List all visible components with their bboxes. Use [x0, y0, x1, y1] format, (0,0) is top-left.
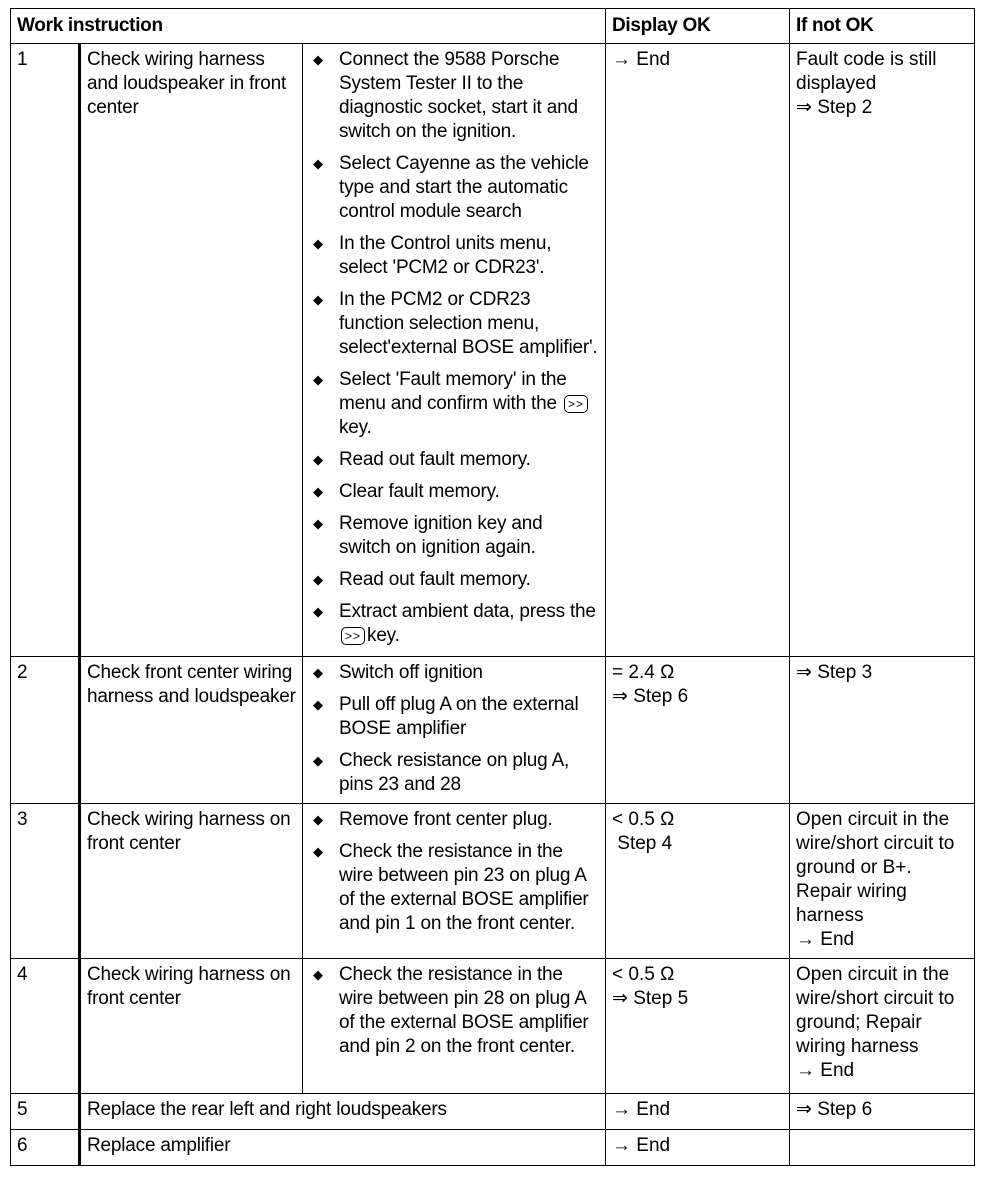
diamond-bullet-icon: ◆ [313, 236, 323, 251]
table-row [11, 804, 975, 959]
step-number: 1 [11, 44, 80, 657]
list-item: ◆ Check resistance on plug A, pins 23 and 28 [313, 750, 570, 795]
diamond-bullet-icon: ◆ [313, 52, 323, 67]
if-not-ok-cell: ⇒ Step 3 [790, 657, 975, 804]
diamond-bullet-icon: ◆ [313, 967, 323, 982]
step-instructions [303, 657, 606, 804]
step-number: 2 [11, 657, 80, 804]
display-ok-cell: < 0.5 Ω ⇒ Step 5 [606, 959, 790, 1094]
list-item: ◆ Select 'Fault memory' in the menu and confirm with the >>key. [309, 368, 599, 440]
step-instructions [303, 44, 606, 657]
header-work-instruction: Work instruction [11, 9, 606, 44]
work-instruction-table [10, 8, 975, 1166]
step-number: 4 [11, 959, 80, 1094]
diamond-bullet-icon: ◆ [313, 812, 323, 827]
diamond-bullet-icon: ◆ [313, 753, 323, 768]
table-row [11, 657, 975, 804]
diamond-bullet-icon: ◆ [313, 452, 323, 467]
list-item: ◆ In the PCM2 or CDR23 function selection menu, select'external BOSE amplifier'. [313, 289, 598, 358]
step-title: Replace amplifier [80, 1130, 606, 1166]
display-ok-cell: → End [606, 44, 790, 657]
step-title: Check wiring harness and loudspeaker in front center [80, 44, 303, 657]
if-not-ok-cell: Fault code is still displayed ⇒ Step 2 [790, 44, 975, 657]
list-item: ◆ In the Control units menu, select 'PCM2 or CDR23'. [313, 233, 552, 278]
if-not-ok-cell: Open circuit in the wire/short circuit to ground or B+. Repair wiring harness → End [790, 804, 975, 959]
step-number: 3 [11, 804, 80, 959]
table-row [11, 959, 975, 1094]
header-display-ok: Display OK [606, 9, 790, 44]
if-not-ok-cell: Open circuit in the wire/short circuit to ground; Repair wiring harness → End [790, 959, 975, 1094]
list-item: ◆ Pull off plug A on the external BOSE amplifier [313, 694, 579, 739]
list-item: ◆ Remove front center plug. [313, 809, 553, 830]
step-title: Check wiring harness on front center [80, 959, 303, 1094]
step-instructions [303, 959, 606, 1094]
list-item: ◆ Select Cayenne as the vehicle type and start the automatic control module search [313, 153, 589, 222]
list-item: ◆ Check the resistance in the wire between pin 23 on plug A of the external BOSE amplifier and pin 1 on the front center. [313, 841, 589, 934]
if-not-ok-cell: ⇒ Step 6 [790, 1094, 975, 1130]
diamond-bullet-icon: ◆ [313, 697, 323, 712]
list-item: ◆ Read out fault memory. [313, 569, 531, 590]
step-title: Replace the rear left and right loudspeakers [80, 1094, 606, 1130]
diamond-bullet-icon: ◆ [313, 484, 323, 499]
list-item: ◆ Read out fault memory. [313, 449, 531, 470]
step-number: 6 [11, 1130, 80, 1166]
if-not-ok-cell [790, 1130, 975, 1166]
table-row [11, 1130, 975, 1166]
display-ok-cell: → End [606, 1094, 790, 1130]
diamond-bullet-icon: ◆ [313, 516, 323, 531]
step-title: Check wiring harness on front center [80, 804, 303, 959]
list-item: ◆ Extract ambient data, press the >> key. [313, 601, 596, 646]
step-instructions [303, 804, 606, 959]
diamond-bullet-icon: ◆ [313, 572, 323, 587]
header-row [11, 9, 975, 44]
forward-key-icon: >> [564, 395, 588, 413]
diamond-bullet-icon: ◆ [313, 292, 323, 307]
display-ok-cell: = 2.4 Ω ⇒ Step 6 [606, 657, 790, 804]
list-item: ◆ Check the resistance in the wire between pin 28 on plug A of the external BOSE amplifier and pin 2 on the front center. [313, 964, 589, 1057]
display-ok-cell: → End [606, 1130, 790, 1166]
list-item: ◆ Remove ignition key and switch on ignition again. [313, 513, 543, 558]
diamond-bullet-icon: ◆ [313, 604, 323, 619]
diamond-bullet-icon: ◆ [313, 665, 323, 680]
step-title: Check front center wiring harness and loudspeaker [80, 657, 303, 804]
table-row [11, 44, 975, 657]
display-ok-cell: < 0.5 Ω Step 4 [606, 804, 790, 959]
list-item: ◆ Switch off ignition [313, 662, 483, 683]
diamond-bullet-icon: ◆ [313, 844, 323, 859]
list-item: ◆ Clear fault memory. [313, 481, 500, 502]
diamond-bullet-icon: ◆ [313, 156, 323, 171]
header-if-not-ok: If not OK [790, 9, 975, 44]
diamond-bullet-icon: ◆ [313, 372, 323, 387]
forward-key-icon: >> [341, 627, 365, 645]
list-item: ◆ Connect the 9588 Porsche System Tester II to the diagnostic socket, start it and switch on the ignition. [313, 49, 578, 142]
step-number: 5 [11, 1094, 80, 1130]
table-row [11, 1094, 975, 1130]
